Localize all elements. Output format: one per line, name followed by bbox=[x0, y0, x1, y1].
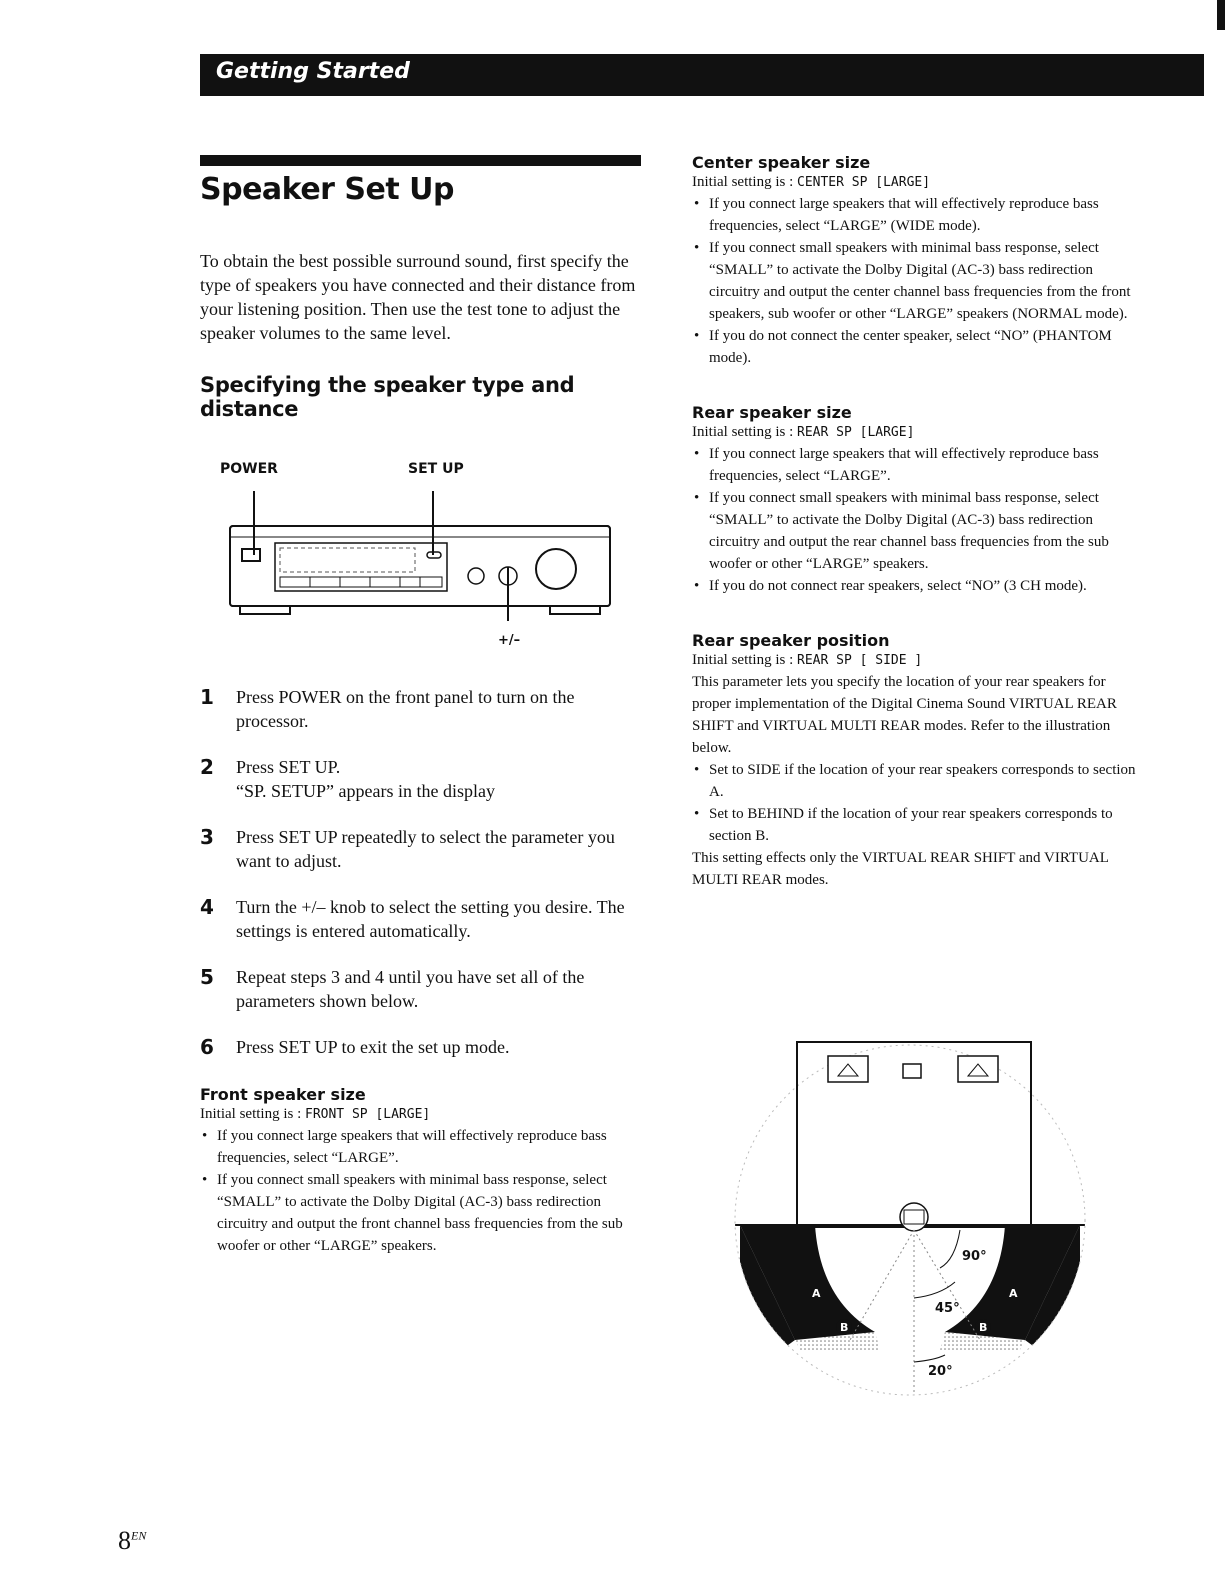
center-speaker-title: Center speaker size bbox=[692, 153, 871, 172]
section-b-label-right: B bbox=[979, 1321, 988, 1334]
angle-45-label: 45° bbox=[935, 1301, 960, 1316]
page-number bbox=[118, 1526, 146, 1556]
rear-position-section bbox=[692, 631, 1142, 891]
rear-size-section bbox=[692, 403, 1142, 597]
rear-size-initial-setting bbox=[692, 422, 1142, 443]
rear-position-initial-setting bbox=[692, 650, 1142, 671]
receiver-drawing bbox=[200, 481, 645, 661]
rear-position-intro: This parameter lets you specify the location of your rear speakers for proper implementation of the Digital Cinema Sound VIRTUAL REAR SHIFT and VIRTUAL MULTI REAR modes. Refer to the illustration below. bbox=[692, 674, 1117, 756]
step-number: 2 bbox=[200, 755, 214, 779]
steps-list bbox=[200, 685, 645, 1059]
bullet-item: • If you connect large speakers that will effectively reproduce bass frequencies, select “LARGE”. bbox=[200, 1125, 645, 1169]
initial-value: REAR SP [LARGE] bbox=[797, 425, 915, 440]
step-text: Press SET UP to exit the set up mode. bbox=[236, 1037, 510, 1057]
page-edge-mark bbox=[1217, 0, 1225, 30]
initial-prefix: Initial setting is : bbox=[692, 174, 797, 190]
rear-position-outro: This setting effects only the VIRTUAL REAR SHIFT and VIRTUAL MULTI REAR modes. bbox=[692, 850, 1109, 888]
section-a-label-right: A bbox=[1009, 1287, 1018, 1300]
front-panel-illustration bbox=[200, 461, 645, 661]
rear-size-bullets bbox=[692, 443, 1142, 597]
step-display-note: “SP. SETUP” appears in the display bbox=[236, 781, 495, 801]
step-item bbox=[200, 965, 645, 1013]
step-number: 3 bbox=[200, 825, 214, 849]
center-initial-setting bbox=[692, 172, 1142, 193]
initial-value: REAR SP [ SIDE ] bbox=[797, 653, 923, 668]
subheading: Specifying the speaker type and distance bbox=[200, 373, 575, 421]
bullet-item: • If you connect small speakers with minimal bass response, select “SMALL” to activate the Dolby Digital (AC-3) bass redirection circuitry and output the rear channel bass frequencies from the sub woofer or other “LARGE” speakers. bbox=[692, 487, 1142, 575]
intro-paragraph: To obtain the best possible surround sound, first specify the type of speakers you have connected and their distance from your listening position. Then use the test tone to adjust the speaker volumes to the same level. bbox=[200, 251, 636, 343]
bullet-item: • If you do not connect rear speakers, select “NO” (3 CH mode). bbox=[692, 575, 1142, 597]
step-item bbox=[200, 825, 645, 873]
bullet-item: • If you connect small speakers with minimal bass response, select “SMALL” to activate the Dolby Digital (AC-3) bass redirection circuitry and output the center channel bass frequencies from the front speakers, sub woofer or other “LARGE” speakers (NORMAL mode). bbox=[692, 237, 1142, 325]
front-bullets bbox=[200, 1125, 645, 1257]
center-bullets bbox=[692, 193, 1142, 369]
bullet-item: • If you connect large speakers that will effectively reproduce bass frequencies, select “LARGE” (WIDE mode). bbox=[692, 193, 1142, 237]
diagram-drawing bbox=[700, 1040, 1140, 1400]
step-number: 5 bbox=[200, 965, 214, 989]
speaker-position-diagram bbox=[700, 1040, 1140, 1400]
front-speaker-title: Front speaker size bbox=[200, 1085, 366, 1104]
step-text: Press POWER on the front panel to turn on the processor. bbox=[236, 687, 575, 731]
step-number: 4 bbox=[200, 895, 214, 919]
setup-label: SET UP bbox=[408, 461, 464, 477]
page-title: Speaker Set Up bbox=[200, 172, 454, 207]
center-speaker-section bbox=[692, 153, 1142, 369]
bullet-item: • If you do not connect the center speaker, select “NO” (PHANTOM mode). bbox=[692, 325, 1142, 369]
front-speaker-section bbox=[200, 1085, 645, 1257]
rear-position-bullets bbox=[692, 759, 1142, 847]
step-text: Press SET UP repeatedly to select the parameter you want to adjust. bbox=[236, 827, 615, 871]
title-rule bbox=[200, 155, 641, 166]
step-item bbox=[200, 1035, 645, 1059]
bullet-item: • If you connect small speakers with minimal bass response, select “SMALL” to activate the Dolby Digital (AC-3) bass redirection circuitry and output the front channel bass frequencies from the sub woofer or other “LARGE” speakers. bbox=[200, 1169, 645, 1257]
bullet-item: • Set to SIDE if the location of your rear speakers corresponds to section A. bbox=[692, 759, 1142, 803]
page-number-value: 8 bbox=[118, 1526, 131, 1555]
rear-position-title: Rear speaker position bbox=[692, 631, 890, 650]
initial-prefix: Initial setting is : bbox=[200, 1106, 305, 1122]
step-item bbox=[200, 895, 645, 943]
right-column bbox=[692, 153, 1142, 921]
step-text: Turn the +/– knob to select the setting you desire. The settings is entered automatically. bbox=[236, 897, 625, 941]
section-a-label-left: A bbox=[812, 1287, 821, 1300]
step-number: 1 bbox=[200, 685, 214, 709]
front-initial-setting bbox=[200, 1104, 645, 1125]
section-header-bar bbox=[200, 54, 1204, 96]
initial-value: FRONT SP [LARGE] bbox=[305, 1107, 431, 1122]
power-label: POWER bbox=[220, 461, 278, 477]
rear-size-title: Rear speaker size bbox=[692, 403, 852, 422]
initial-value: CENTER SP [LARGE] bbox=[797, 175, 931, 190]
section-b-label-left: B bbox=[840, 1321, 849, 1334]
step-number: 6 bbox=[200, 1035, 214, 1059]
bullet-item: • Set to BEHIND if the location of your rear speakers corresponds to section B. bbox=[692, 803, 1142, 847]
angle-90-label: 90° bbox=[962, 1249, 987, 1264]
angle-20-label: 20° bbox=[928, 1364, 953, 1379]
step-text: Press SET UP. bbox=[236, 757, 341, 777]
page-number-suffix: EN bbox=[131, 1528, 147, 1543]
section-title: Getting Started bbox=[216, 59, 410, 84]
initial-prefix: Initial setting is : bbox=[692, 424, 797, 440]
knob-label: +/– bbox=[498, 633, 521, 648]
left-column bbox=[200, 155, 645, 1287]
step-item bbox=[200, 755, 645, 803]
step-item bbox=[200, 685, 645, 733]
bullet-item: • If you connect large speakers that will effectively reproduce bass frequencies, select “LARGE”. bbox=[692, 443, 1142, 487]
step-text: Repeat steps 3 and 4 until you have set all of the parameters shown below. bbox=[236, 967, 585, 1011]
initial-prefix: Initial setting is : bbox=[692, 652, 797, 668]
